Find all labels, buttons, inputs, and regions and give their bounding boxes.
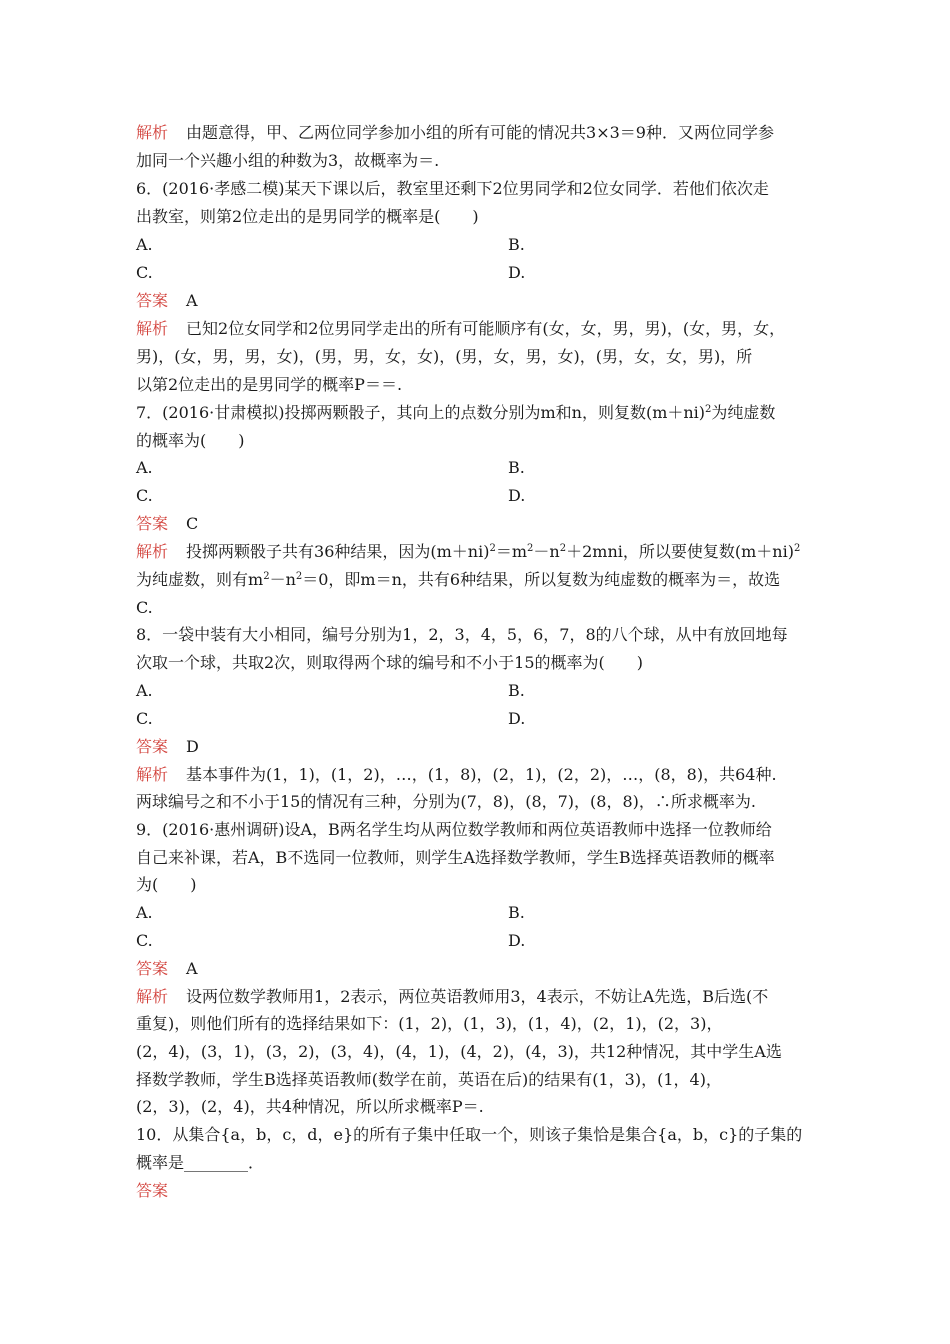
q6-option-a: A. — [136, 235, 153, 254]
answer-label: 答案 — [136, 1181, 169, 1200]
solution-label: 解析 — [136, 319, 169, 338]
q8-option-c: C. — [136, 709, 153, 728]
answer-label: 答案 — [136, 959, 169, 978]
q7-stem-line-1: 7．(2016·甘肃模拟)投掷两颗骰子，其向上的点数分别为m和n，则复数$(m+ni)^2$为纯虚数 — [136, 403, 776, 422]
q6-stem-line-2: 出教室，则第2位走出的是男同学的概率是( ) — [136, 207, 479, 226]
q7-stem-line-2: 的概率为( ) — [136, 431, 245, 450]
q6-option-d: D. — [508, 263, 526, 282]
q9-stem-line-1: 9．(2016·惠州调研)设A，B两名学生均从两位数学教师和两位英语教师中选择一位教师给 — [136, 820, 772, 839]
solution-label: 解析 — [136, 542, 169, 561]
q8-answer: 答案 D — [136, 737, 199, 756]
solution-label: 解析 — [136, 123, 169, 142]
q8-option-a: A. — [136, 681, 153, 700]
q6-solution-line-2: 男)，(女，男，男，女)，(男，男，女，女)，(男，女，男，女)，(男，女，女，男)，所 — [136, 347, 753, 366]
q5-solution-line-2: 加同一个兴趣小组的种数为3，故概率为＝. — [136, 151, 440, 170]
q9-answer: 答案 A — [136, 959, 198, 978]
q9-solution-line-2: 重复)，则他们所有的选择结果如下：(1，2)，(1，3)，(1，4)，(2，1)，(2，3)， — [136, 1014, 723, 1033]
q6-solution-line-1: 解析 已知2位女同学和2位男同学走出的所有可能顺序有(女，女，男，男)，(女，男，女， — [136, 319, 786, 338]
q9-option-a: A. — [136, 903, 153, 922]
q8-solution-line-1: 解析 基本事件为(1，1)，(1，2)，…，(1，8)，(2，1)，(2，2)，…，(8，8)，共64种. — [136, 765, 777, 784]
q7-option-d: D. — [508, 486, 526, 505]
q10-answer — [136, 1181, 168, 1201]
answer-label: 答案 — [136, 291, 169, 310]
q7-option-a: A. — [136, 458, 153, 477]
q5-solution-line-1: 解析 由题意得，甲、乙两位同学参加小组的所有可能的情况共3×3＝9种．又两位同学参 — [136, 123, 774, 142]
q8-option-d: D. — [508, 709, 526, 728]
q9-stem-line-3: 为( ) — [136, 875, 197, 894]
q7-option-c: C. — [136, 486, 153, 505]
q7-solution-line-1: 解析 投掷两颗骰子共有36种结果，因为$(m+ni)^2=m^2-n^2+2mni$，所以要使复数$(m+ni)^2$ — [136, 542, 801, 561]
q9-stem-line-2: 自己来补课，若A，B不选同一位教师，则学生A选择数学教师，学生B选择英语教师的概率 — [136, 848, 775, 867]
q8-solution-line-2: 两球编号之和不小于15的情况有三种，分别为(7，8)，(8，7)，(8，8)，∴所求概率为. — [136, 792, 756, 811]
q9-option-d: D. — [508, 931, 526, 950]
q7-answer: 答案 C — [136, 514, 199, 533]
q7-option-b: B. — [508, 458, 525, 477]
q6-answer: 答案 A — [136, 291, 198, 310]
q8-stem-line-1: 8．一袋中装有大小相同，编号分别为1，2，3，4，5，6，7，8的八个球，从中有放回地每 — [136, 625, 788, 644]
q7-solution-line-3: C. — [136, 598, 153, 617]
q9-solution-line-4: 择数学教师，学生B选择英语教师(数学在前，英语在后)的结果有(1，3)，(1，4)， — [136, 1070, 722, 1089]
q6-stem-line-1: 6．(2016·孝感二模)某天下课以后，教室里还剩下2位男同学和2位女同学．若他们依次走 — [136, 179, 769, 198]
q9-solution-line-1: 解析 设两位数学教师用1，2表示，两位英语教师用3，4表示，不妨让A先选，B后选(不 — [136, 987, 769, 1006]
solution-label: 解析 — [136, 987, 169, 1006]
q8-option-b: B. — [508, 681, 525, 700]
answer-label: 答案 — [136, 514, 169, 533]
q9-option-b: B. — [508, 903, 525, 922]
q6-option-b: B. — [508, 235, 525, 254]
q7-solution-line-2: 为纯虚数，则有$m^2-n^2=0$，即m＝n，共有6种结果，所以复数为纯虚数的概率为＝，故选 — [136, 570, 781, 589]
q8-stem-line-2: 次取一个球，共取2次，则取得两个球的编号和不小于15的概率为( ) — [136, 653, 644, 672]
solution-label: 解析 — [136, 765, 169, 784]
answer-label: 答案 — [136, 737, 169, 756]
q9-solution-line-5: (2，3)，(2，4)，共4种情况，所以所求概率P＝. — [136, 1097, 484, 1116]
q9-solution-line-3: (2，4)，(3，1)，(3，2)，(3，4)，(4，1)，(4，2)，(4，3)，共12种情况，其中学生A选 — [136, 1042, 782, 1061]
q6-option-c: C. — [136, 263, 153, 282]
q10-stem-line-1: 10．从集合{a，b，c，d，e}的所有子集中任取一个，则该子集恰是集合{a，b，c}的子集的 — [136, 1125, 803, 1144]
q10-stem-line-2: 概率是________． — [136, 1153, 265, 1172]
q6-solution-line-3: 以第2位走出的是男同学的概率P＝＝. — [136, 375, 403, 394]
q9-option-c: C. — [136, 931, 153, 950]
